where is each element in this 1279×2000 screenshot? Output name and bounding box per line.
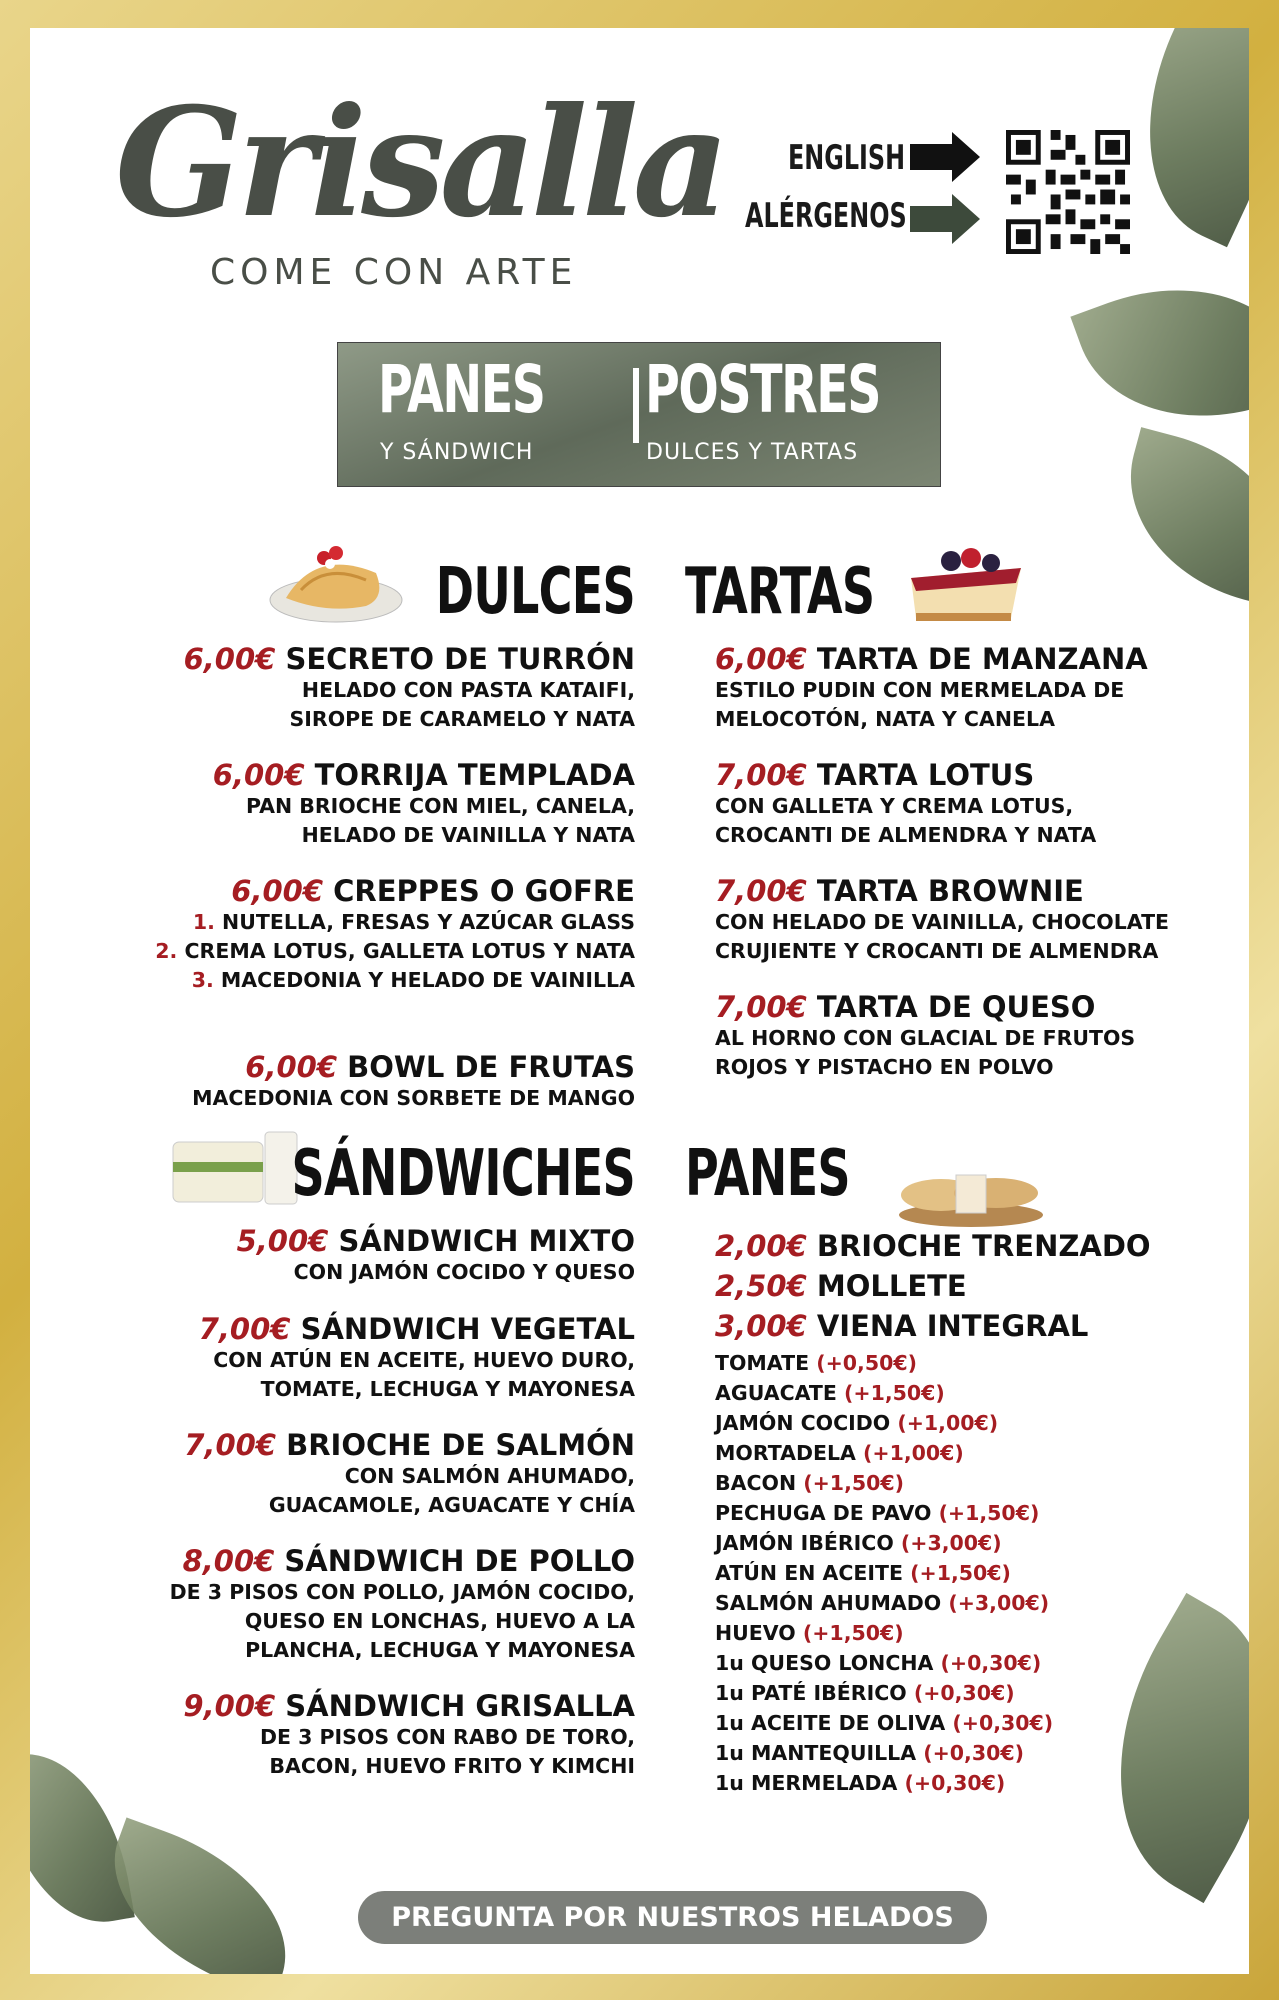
item-name: BRIOCHE DE SALMÓN xyxy=(286,1428,635,1462)
extra-item: SALMÓN AHUMADO (+3,00€) xyxy=(715,1591,1050,1615)
item-price: 2,00€ xyxy=(715,1229,807,1263)
extra-item: JAMÓN IBÉRICO (+3,00€) xyxy=(715,1531,1002,1555)
menu-item xyxy=(183,1689,635,1781)
item-price: 7,00€ xyxy=(715,990,807,1024)
extra-item: AGUACATE (+1,50€) xyxy=(715,1381,945,1405)
menu-item xyxy=(715,874,1169,966)
item-desc: CRUJIENTE Y CROCANTI DE ALMENDRA xyxy=(715,939,1159,963)
item-price: 7,00€ xyxy=(715,758,807,792)
item-desc: SIROPE DE CARAMELO Y NATA xyxy=(289,707,635,731)
item-price: 6,00€ xyxy=(231,874,323,908)
extra-item: 1u PATÉ IBÉRICO (+0,30€) xyxy=(715,1681,1015,1705)
item-price: 7,00€ xyxy=(198,1312,291,1346)
item-name: TARTA DE MANZANA xyxy=(816,642,1148,676)
extra-item: 1u ACEITE DE OLIVA (+0,30€) xyxy=(715,1711,1054,1735)
section-title-sandwiches: SÁNDWICHES xyxy=(291,1137,635,1211)
leaf-decoration xyxy=(1056,1593,1249,1903)
brand-logo: Grisalla xyxy=(115,75,724,251)
item-desc: ESTILO PUDIN CON MERMELADA DE xyxy=(715,678,1125,702)
section-title-panes: PANES xyxy=(685,1137,850,1211)
menu-item xyxy=(237,1224,635,1287)
item-desc: TOMATE, LECHUGA Y MAYONESA xyxy=(260,1377,635,1401)
arrow-right-icon xyxy=(910,194,980,244)
extras-list xyxy=(715,1348,1053,1798)
item-desc: HELADO DE VAINILLA Y NATA xyxy=(301,823,635,847)
menu-page xyxy=(30,28,1249,1974)
item-desc: DE 3 PISOS CON RABO DE TORO, xyxy=(259,1725,635,1749)
section-title-tartas: TARTAS xyxy=(685,555,875,629)
menu-item xyxy=(170,1544,635,1665)
item-name: VIENA INTEGRAL xyxy=(816,1309,1089,1343)
item-price: 9,00€ xyxy=(183,1689,276,1723)
bread-illustration xyxy=(896,1153,1046,1233)
extra-item: 1u MERMELADA (+0,30€) xyxy=(715,1771,1006,1795)
item-desc: CON GALLETA Y CREMA LOTUS, xyxy=(715,794,1074,818)
item-name: SÁNDWICH GRISALLA xyxy=(285,1689,635,1723)
item-price: 7,00€ xyxy=(715,874,807,908)
item-name: BRIOCHE TRENZADO xyxy=(816,1229,1151,1263)
banner-left-subtitle: Y SÁNDWICH xyxy=(380,440,534,465)
extra-item: HUEVO (+1,50€) xyxy=(715,1621,904,1645)
item-name: CREPPES O GOFRE xyxy=(333,874,635,908)
item-name: SECRETO DE TURRÓN xyxy=(285,642,635,676)
extra-item: JAMÓN COCIDO (+1,00€) xyxy=(715,1411,999,1435)
item-name: TORRIJA TEMPLADA xyxy=(314,758,635,792)
extra-item: ATÚN EN ACEITE (+1,50€) xyxy=(715,1561,1011,1585)
item-desc: CON ATÚN EN ACEITE, HUEVO DURO, xyxy=(213,1348,635,1372)
menu-item xyxy=(199,1312,635,1404)
section-title-dulces: DULCES xyxy=(435,555,635,629)
menu-item xyxy=(184,1428,635,1520)
item-desc: PAN BRIOCHE CON MIEL, CANELA, xyxy=(245,794,635,818)
leaf-decoration xyxy=(1070,248,1249,457)
extra-item: 1u QUESO LONCHA (+0,30€) xyxy=(715,1651,1042,1675)
item-name: SÁNDWICH DE POLLO xyxy=(284,1544,635,1578)
item-price: 6,00€ xyxy=(245,1050,338,1084)
arrow-right-icon xyxy=(910,132,980,182)
extra-item: TOMATE (+0,50€) xyxy=(715,1351,917,1375)
item-desc: CON HELADO DE VAINILLA, CHOCOLATE xyxy=(715,910,1170,934)
menu-item xyxy=(155,874,635,995)
item-desc: CROCANTI DE ALMENDRA Y NATA xyxy=(715,823,1097,847)
item-price: 2,50€ xyxy=(715,1269,807,1303)
extra-item: PECHUGA DE PAVO (+1,50€) xyxy=(715,1501,1040,1525)
extra-item: 1u MANTEQUILLA (+0,30€) xyxy=(715,1741,1025,1765)
item-price: 3,00€ xyxy=(715,1309,807,1343)
item-desc: MACEDONIA CON SORBETE DE MANGO xyxy=(192,1086,635,1110)
item-desc: CON SALMÓN AHUMADO, xyxy=(344,1464,635,1488)
extra-item: BACON (+1,50€) xyxy=(715,1471,905,1495)
leaf-decoration xyxy=(1105,427,1249,609)
banner-left-title: PANES xyxy=(378,351,545,428)
category-banner xyxy=(337,342,941,487)
menu-item xyxy=(184,642,635,734)
banner-right-title: POSTRES xyxy=(645,351,881,428)
item-desc: CON JAMÓN COCIDO Y QUESO xyxy=(293,1260,635,1284)
item-name: SÁNDWICH VEGETAL xyxy=(300,1312,635,1346)
brand-tagline: COME CON ARTE xyxy=(210,252,578,293)
item-price: 8,00€ xyxy=(182,1544,275,1578)
item-desc: MELOCOTÓN, NATA Y CANELA xyxy=(715,707,1055,731)
item-desc: ROJOS Y PISTACHO EN POLVO xyxy=(715,1055,1054,1079)
banner-divider xyxy=(633,368,639,443)
item-name: TARTA DE QUESO xyxy=(816,990,1096,1024)
item-desc: HELADO CON PASTA KATAIFI, xyxy=(301,678,635,702)
cheesecake-illustration xyxy=(896,523,1036,633)
menu-item xyxy=(213,758,635,850)
item-option: 3. MACEDONIA Y HELADO DE VAINILLA xyxy=(191,968,635,992)
item-desc: AL HORNO CON GLACIAL DE FRUTOS xyxy=(715,1026,1136,1050)
item-desc: BACON, HUEVO FRITO Y KIMCHI xyxy=(269,1754,635,1778)
qr-english-label[interactable]: ENGLISH xyxy=(788,138,906,178)
menu-item xyxy=(192,1050,635,1113)
item-name: MOLLETE xyxy=(816,1269,967,1303)
item-price: 7,00€ xyxy=(184,1428,276,1462)
item-price: 5,00€ xyxy=(236,1224,329,1258)
item-name: TARTA BROWNIE xyxy=(816,874,1084,908)
item-price: 6,00€ xyxy=(183,642,276,676)
menu-item xyxy=(715,990,1135,1082)
menu-item xyxy=(715,642,1148,734)
item-name: BOWL DE FRUTAS xyxy=(347,1050,635,1084)
item-desc: PLANCHA, LECHUGA Y MAYONESA xyxy=(245,1638,635,1662)
item-name: TARTA LOTUS xyxy=(816,758,1035,792)
item-price: 6,00€ xyxy=(212,758,305,792)
item-desc: DE 3 PISOS CON POLLO, JAMÓN COCIDO, xyxy=(169,1580,635,1604)
item-desc: QUESO EN LONCHAS, HUEVO A LA xyxy=(244,1609,635,1633)
item-desc: GUACAMOLE, AGUACATE Y CHÍA xyxy=(268,1493,635,1517)
qr-code-icon[interactable] xyxy=(1006,130,1130,254)
ice-cream-note: PREGUNTA POR NUESTROS HELADOS xyxy=(358,1891,987,1944)
menu-item xyxy=(715,758,1096,850)
item-option: 1. NUTELLA, FRESAS Y AZÚCAR GLASS xyxy=(192,910,635,934)
extra-item: MORTADELA (+1,00€) xyxy=(715,1441,964,1465)
item-option: 2. CREMA LOTUS, GALLETA LOTUS Y NATA xyxy=(155,939,635,963)
item-price: 6,00€ xyxy=(715,642,807,676)
banner-right-subtitle: DULCES Y TARTAS xyxy=(646,440,859,465)
menu-item xyxy=(715,1226,1151,1346)
item-name: SÁNDWICH MIXTO xyxy=(338,1224,635,1258)
qr-alergenos-label[interactable]: ALÉRGENOS xyxy=(745,196,907,236)
